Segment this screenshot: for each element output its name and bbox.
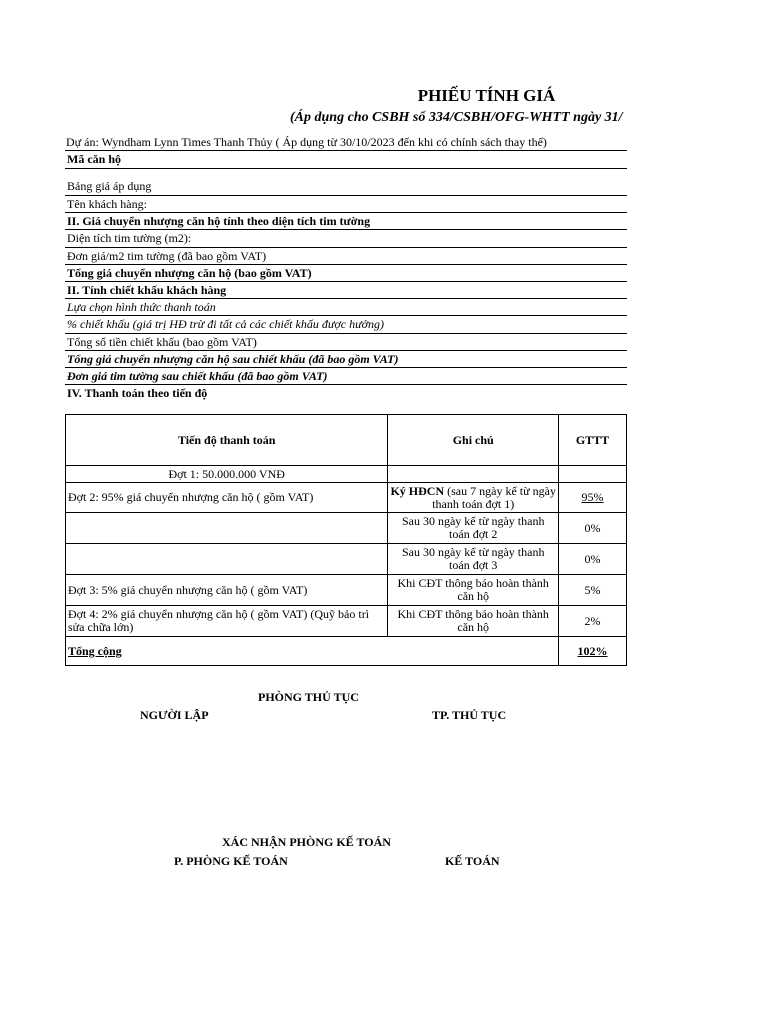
gttt-cell: 95% <box>559 483 627 513</box>
header-note: Ghi chú <box>388 415 559 466</box>
gttt-cell <box>559 466 627 483</box>
header-gttt: GTTT <box>559 415 627 466</box>
payment-table <box>65 414 627 666</box>
note-cell: Khi CĐT thông báo hoàn thành căn hộ <box>388 606 559 637</box>
total-value: 102% <box>559 637 627 666</box>
progress-cell: Đợt 1: 50.000.000 VNĐ <box>66 466 388 483</box>
table-row <box>66 544 627 575</box>
note-cell: Sau 30 ngày kể từ ngày thanh toán đợt 2 <box>388 513 559 544</box>
note-cell <box>388 466 559 483</box>
total-row <box>66 637 627 666</box>
header-progress: Tiến độ thanh toán <box>66 415 388 466</box>
table-row <box>66 575 627 606</box>
progress-cell <box>66 513 388 544</box>
preparer-label: NGƯỜI LẬP <box>140 708 209 722</box>
note-cell: Khi CĐT thông báo hoàn thành căn hộ <box>388 575 559 606</box>
table-row <box>66 513 627 544</box>
note-bold: Ký HĐCN <box>390 483 445 498</box>
section-payment-schedule: IV. Thanh toán theo tiến độ <box>67 386 208 401</box>
project-line: Dự án: Wyndham Lynn Times Thanh Thủy ( Áp dụng từ 30/10/2023 đến khi có chính sách thay thế) <box>66 135 547 149</box>
area-row: Diện tích tim tường (m2): <box>65 230 627 247</box>
note-cell: Sau 30 ngày kể từ ngày thanh toán đợt 3 <box>388 544 559 575</box>
section-discount: II. Tính chiết khấu khách hàng <box>65 282 627 299</box>
price-list-row: Bảng giá áp dụng <box>65 169 627 196</box>
dept-label: PHÒNG THỦ TỤC <box>258 690 359 704</box>
progress-cell: Đợt 4: 2% giá chuyển nhượng căn hộ ( gồm VAT) (Quỹ bảo trì sửa chữa lớn) <box>66 606 388 637</box>
note-text: (sau 7 ngày kể từ ngày thanh toán đợt 1) <box>432 483 556 511</box>
gttt-cell: 2% <box>559 606 627 637</box>
table-row <box>66 606 627 637</box>
gttt-cell: 0% <box>559 544 627 575</box>
progress-cell: Đợt 2: 95% giá chuyển nhượng căn hộ ( gồm VAT) <box>66 483 388 513</box>
apartment-code-row: Mã căn hộ <box>65 150 627 169</box>
page-subtitle: (Áp dụng cho CSBH số 334/CSBH/OFG-WHTT ngày 31/ <box>290 110 623 125</box>
discount-amount-row: Tổng số tiền chiết khấu (bao gồm VAT) <box>65 334 627 351</box>
discount-percent-row: % chiết khấu (giá trị HĐ trừ đi tất cả các chiết khấu được hưởng) <box>65 316 627 333</box>
unit-price-after-discount-row: Đơn giá tim tường sau chiết khấu (đã bao gồm VAT) <box>65 368 627 385</box>
total-price-row: Tổng giá chuyển nhượng căn hộ (bao gồm VAT) <box>65 265 627 282</box>
customer-name-row: Tên khách hàng: <box>65 196 627 213</box>
table-header-row <box>66 415 627 466</box>
progress-cell: Đợt 3: 5% giá chuyển nhượng căn hộ ( gồm VAT) <box>66 575 388 606</box>
form-rows <box>65 150 627 402</box>
page-title: PHIẾU TÍNH GIÁ <box>417 86 556 105</box>
unit-price-row: Đơn giá/m2 tim tường (đã bao gồm VAT) <box>65 248 627 265</box>
section-transfer-price: II. Giá chuyển nhượng căn hộ tính theo diện tích tim tường <box>65 213 627 230</box>
accountant-label: KẾ TOÁN <box>445 854 500 868</box>
accounting-confirm-label: XÁC NHẬN PHÒNG KẾ TOÁN <box>222 835 391 849</box>
note-cell <box>388 483 559 513</box>
gttt-cell: 0% <box>559 513 627 544</box>
price-after-discount-row: Tổng giá chuyển nhượng căn hộ sau chiết khấu (đã bao gồm VAT) <box>65 351 627 368</box>
gttt-cell: 5% <box>559 575 627 606</box>
accounting-head-label: P. PHÒNG KẾ TOÁN <box>174 854 288 868</box>
progress-cell <box>66 544 388 575</box>
table-row <box>66 466 627 483</box>
total-label: Tổng cộng <box>66 637 559 666</box>
table-row <box>66 483 627 513</box>
payment-method-row: Lựa chọn hình thức thanh toán <box>65 299 627 316</box>
head-label: TP. THỦ TỤC <box>432 708 507 722</box>
